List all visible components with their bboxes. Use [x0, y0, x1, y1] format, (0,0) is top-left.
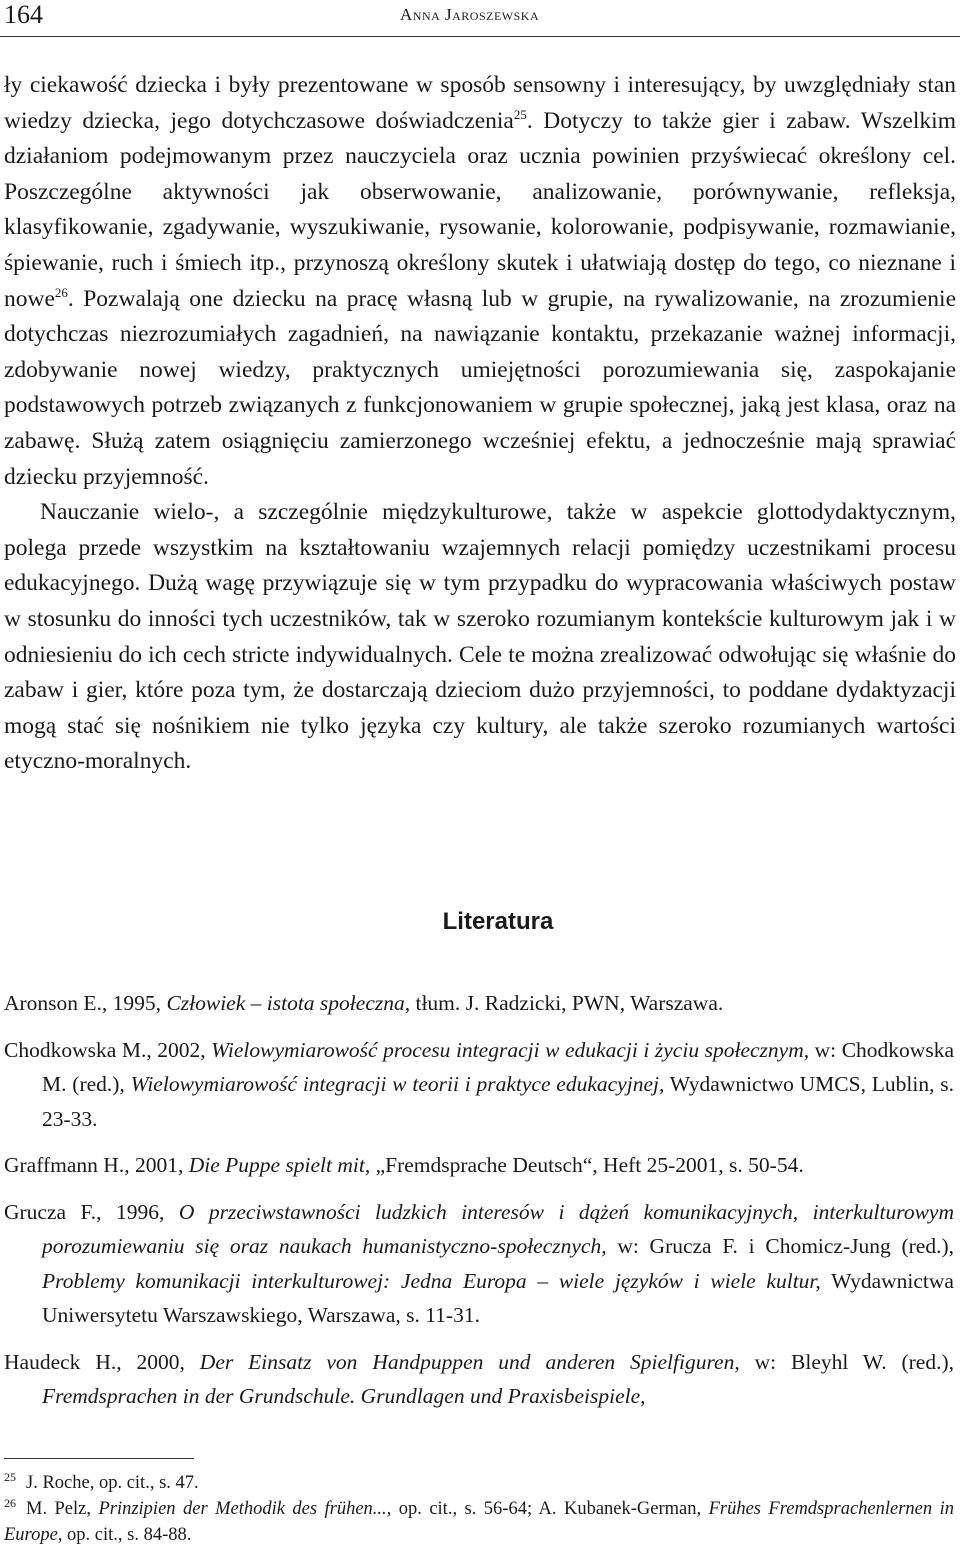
bibliography: [4, 986, 954, 1426]
footnote-text: M. Pelz,: [26, 1499, 99, 1519]
entry-author: Grucza F., 1996,: [4, 1199, 179, 1224]
entry-details: „Fremdsprache Deutsch“, Heft 25-2001, s. 50-54.: [370, 1153, 804, 1177]
body-text: [4, 68, 956, 780]
footnote-text: op. cit., s. 84-88.: [62, 1525, 192, 1545]
running-head: Anna Jaroszewska: [400, 5, 540, 24]
footnote-title: Prinzipien der Methodik des frühen...,: [98, 1499, 392, 1519]
footnote-title: Frühes Fremdsprachenlernen in Europe,: [4, 1499, 954, 1545]
footnote-26: [4, 1496, 954, 1548]
footnote-text: J. Roche, op. cit., s. 47.: [26, 1473, 199, 1493]
footnote-mark: 26: [4, 1496, 16, 1510]
footnote-25: [4, 1470, 954, 1496]
entry-author: Graffmann H., 2001,: [4, 1153, 189, 1177]
page-header: [0, 0, 960, 36]
entry-publisher: Wydawnictwo UMCS, Lublin, s. 23-33.: [42, 1072, 954, 1131]
bibliography-entry: [4, 1345, 954, 1414]
paragraph-1-part-3: . Pozwalają one dziecku na pracę własną lub w grupie, na rywalizowanie, na zrozumienie dotychczas niezrozumiałych zagadnień, na nawiązanie kontaktu, przekazanie ważnej informacji, zdobywanie nowej wiedzy, praktycznych umiejętności porozumiewania się, zaspokajanie podstawowych potrzeb związanych z funkcjonowaniem w grupie społecznej, jaką jest klasa, oraz na zabawę. Służą zatem osiągnięciu zamierzonego wcześniej efektu, a jednocześnie mają sprawiać dziecku przyjemność.: [4, 285, 956, 490]
footnote-mark: 25: [4, 1470, 16, 1484]
entry-book-title: Fremdsprachen in der Grundschule. Grundlagen und Praxisbeispiele,: [42, 1384, 646, 1408]
paragraph-1: [4, 68, 956, 495]
bibliography-entry: [4, 1148, 954, 1183]
footnote-ref-25[interactable]: 25: [513, 106, 527, 122]
footnotes: [4, 1470, 954, 1548]
entry-author: Aronson E., 1995,: [4, 991, 167, 1015]
entry-details: w: Bleyhl W. (red.),: [739, 1349, 954, 1374]
literature-heading: Literatura: [442, 908, 554, 935]
page-number: 164: [4, 0, 43, 29]
bibliography-entry: [4, 1195, 954, 1333]
entry-title: Die Puppe spielt mit,: [188, 1153, 371, 1177]
entry-book-title: Problemy komunikacji interkulturowej: Jedna Europa – wiele języków i wiele kultur,: [42, 1268, 821, 1293]
footnote-ref-26[interactable]: 26: [54, 284, 68, 300]
entry-details: w: Chodkowska M. (red.),: [42, 1037, 954, 1096]
bibliography-entry: [4, 1033, 954, 1137]
entry-publisher: Wydawnictwa Uniwersytetu Warszawskiego, Warszawa, s. 11-31.: [42, 1268, 954, 1327]
entry-title: Człowiek – istota społeczna,: [166, 991, 411, 1015]
entry-title: Wielowymiarowość procesu integracji w edukacji i życiu społecznym,: [211, 1037, 810, 1062]
entry-details: w: Grucza F. i Chomicz-Jung (red.),: [606, 1234, 954, 1258]
footnote-rule: [4, 1458, 194, 1459]
entry-details: tłum. J. Radzicki, PWN, Warszawa.: [410, 991, 724, 1015]
entry-author: Haudeck H., 2000,: [4, 1349, 200, 1374]
footnote-text: op. cit., s. 56-64; A. Kubanek-German,: [391, 1499, 709, 1519]
header-rule: [0, 36, 960, 37]
entry-title: Der Einsatz von Handpuppen und anderen Spielfiguren,: [199, 1349, 740, 1374]
paragraph-2: Nauczanie wielo-, a szczególnie międzykulturowe, także w aspekcie glottodydaktycznym, polega przede wszystkim na kształtowaniu wzajemnych relacji pomiędzy uczestnikami procesu edukacyjnego. Dużą wagę przywiązuje się w tym przypadku do wypracowania właściwych postaw w stosunku do inności tych uczestników, tak w szeroko rozumianym kontekście kulturowym jak i w odniesieniu do ich cech stricte indywidualnych. Cele te można zrealizować odwołując się właśnie do zabaw i gier, które poza tym, że dostarczają dzieciom dużo przyjemności, to poddane dydaktyzacji mogą stać się nośnikiem nie tylko języka czy kultury, ale także szeroko rozumianych wartości etyczno-moralnych.: [4, 499, 956, 775]
entry-title: O przeciwstawności ludzkich interesów i dążeń komunikacyjnych, interkulturowym porozumiewaniu się oraz naukach humanistyczno-społecznych,: [42, 1199, 954, 1258]
entry-author: Chodkowska M., 2002,: [4, 1037, 212, 1062]
entry-book-title: Wielowymiarowość integracji w teorii i praktyce edukacyjnej,: [130, 1072, 665, 1096]
paragraph-1-part-1: ły ciekawość dziecka i były prezentowane w sposób sensowny i interesujący, by uwzględniały stan wiedzy dziecka, jego dotychczasowe doświadczenia: [4, 72, 956, 134]
bibliography-entry: [4, 986, 954, 1021]
paragraph-1-part-2: . Dotyczy to także gier i zabaw. Wszelkim działaniom podejmowanym przez nauczyciela oraz ucznia powinien przyświecać określony cel. Poszczególne aktywności jak obserwowanie, analizowanie, porównywanie, refleksja, klasyfikowanie, zgadywanie, wyszukiwanie, rysowanie, kolorowanie, podpisywanie, rozmawianie, śpiewanie, ruch i śmiech itp., przynoszą określony skutek i ułatwiają dostęp do tego, co nieznane i nowe: [4, 107, 956, 312]
